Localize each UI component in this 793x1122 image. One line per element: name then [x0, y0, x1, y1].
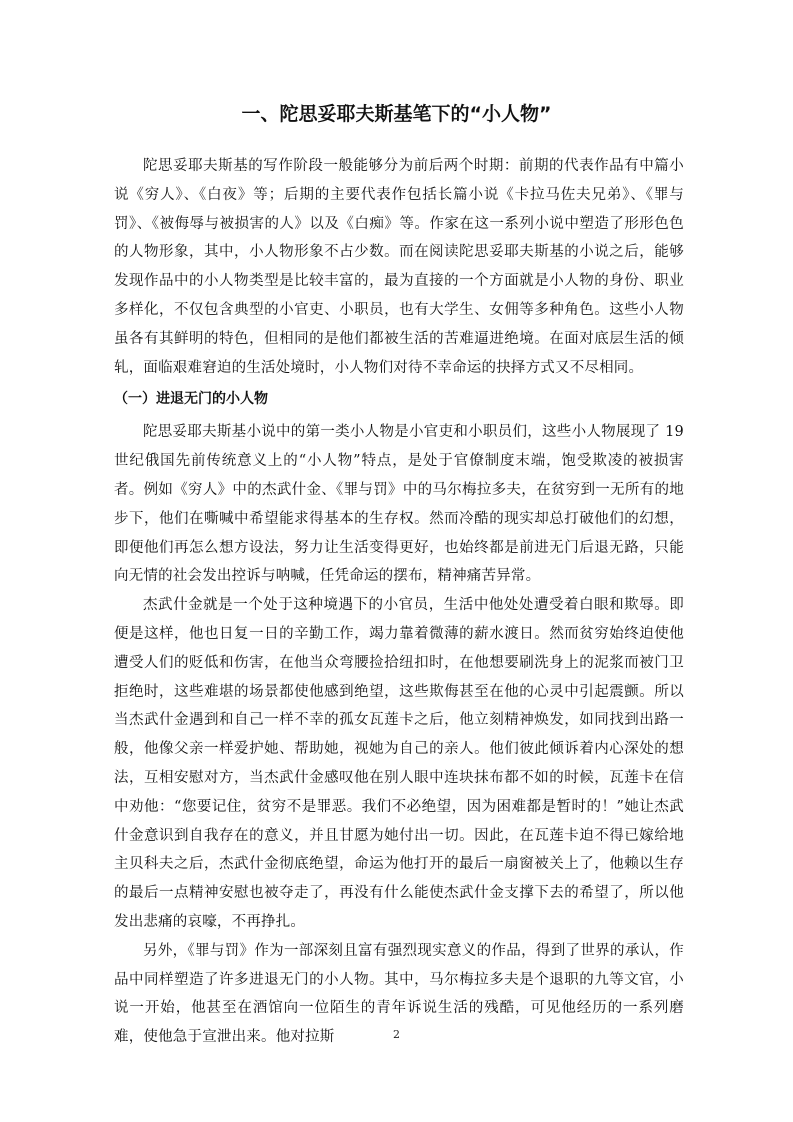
page-number: 2 — [393, 1028, 400, 1041]
page-title: 一、陀思妥耶夫斯基笔下的“小人物” — [241, 103, 552, 125]
section-heading: （一）进退无门的小人物 — [114, 391, 268, 408]
body-content — [114, 152, 684, 1052]
intro-paragraph: 陀思妥耶夫斯基的写作阶段一般能够分为前后两个时期：前期的代表作品有中篇小说《穷人》、《白夜》等；后期的主要代表作包括长篇小说《卡拉马佐夫兄弟》、《罪与罚》、《被侮辱与被损害的人》以及《白痴》等。作家在这一系列小说中塑造了形形色色的人物形象，其中，小人物形象不占少数。而在阅读陀思妥耶夫斯基的小说之后，能够发现作品中的小人物类型是比较丰富的，最为直接的一个方面就是小人物的身份、职业多样化，不仅包含典型的小官吏、小职员，也有大学生、女佣等多种角色。这些小人物虽各有其鲜明的特色，但相同的是他们都被生活的苦难逼进绝境。在面对底层生活的倾轧，面临艰难窘迫的生活处境时，小人物们对待不幸命运的抉择方式又不尽相同。 — [114, 158, 684, 376]
body-paragraph: 另外，《罪与罚》作为一部深刻且富有强烈现实意义的作品，得到了世界的承认，作品中同样塑造了许多进退无门的小人物。其中，马尔梅拉多夫是个退职的九等文官，小说一开始，他甚至在酒馆向一位陌生的青年诉说生活的残酷，可见他经历的一系列磨难，使他急于宣泄出来。他对拉斯 — [114, 942, 684, 1046]
body-paragraph: 杰武什金就是一个处于这种境遇下的小官员，生活中他处处遭受着白眼和欺辱。即便是这样，他也日复一日的辛勤工作，竭力靠着微薄的薪水渡日。然而贫穷始终迫使他遭受人们的贬低和伤害，在他当众弯腰捡拾纽扣时，在他想要刷洗身上的泥浆而被门卫拒绝时，这些难堪的场景都使他感到绝望，这些欺侮甚至在他的心灵中引起震颤。所以当杰武什金遇到和自己一样不幸的孤女瓦莲卡之后，他立刻精神焕发，如同找到出路一般，他像父亲一样爱护她、帮助她，视她为自己的亲人。他们彼此倾诉着内心深处的想法，互相安慰对方，当杰武什金感叹他在别人眼中连块抹布都不如的时候，瓦莲卡在信中劝他：“您要记住，贫穷不是罪恶。我们不必绝望，因为困难都是暂时的！”她让杰武什金意识到自我存在的意义，并且甘愿为她付出一切。因此，在瓦莲卡迫不得已嫁给地主贝科夫之后，杰武什金彻底绝望，命运为他打开的最后一扇窗被关上了，他赖以生存的最后一点精神安慰也被夺走了，再没有什么能使杰武什金支撑下去的希望了，所以他发出悲痛的哀嚎，不再挣扎。 — [114, 597, 684, 930]
body-paragraph: 陀思妥耶夫斯基小说中的第一类小人物是小官吏和小职员们，这些小人物展现了 19 世纪俄国先前传统意义上的“小人物”特点，是处于官僚制度末端，饱受欺凌的被损害者。例如《穷人》中的杰武什金、《罪与罚》中的马尔梅拉多夫，在贫穷到一无所有的地步下，他们在嘶喊中希望能求得基本的生存权。然而冷酷的现实却总打破他们的幻想，即便他们再怎么想方设法，努力让生活变得更好，也始终都是前进无门后退无路，只能向无情的社会发出控诉与呐喊，任凭命运的摆布，精神痛苦异常。 — [114, 424, 684, 585]
